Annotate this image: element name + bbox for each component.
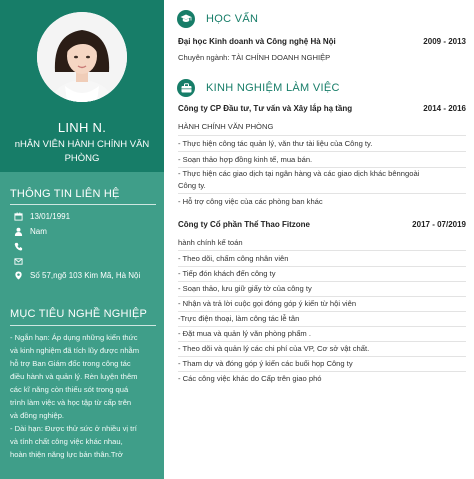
- job-2-period: 2017 - 07/2019: [412, 220, 466, 229]
- calendar-icon: [14, 212, 26, 221]
- phone-icon: [14, 242, 26, 251]
- divider: [178, 311, 466, 312]
- job-2-duty: - Các công việc khác do Cấp trên giao phó: [178, 374, 322, 383]
- divider: [178, 371, 466, 372]
- job-2-duty: - Tham dự và đóng góp ý kiến các buổi họp Công ty: [178, 359, 353, 368]
- divider: [178, 356, 466, 357]
- candidate-title: nHÂN VIÊN HÀNH CHÍNH VĂN PHÒNG: [14, 139, 150, 164]
- divider: [178, 167, 466, 168]
- contact-phone[interactable]: [14, 240, 30, 253]
- job-2-duty: - Tiếp đón khách đến công ty: [178, 269, 276, 278]
- education-major: Chuyên ngành: TÀI CHÍNH DOANH NGHIỆP: [178, 53, 331, 62]
- job-1-duty: - Hỗ trợ công việc của các phòng ban khác: [178, 197, 323, 206]
- avatar: [37, 12, 127, 102]
- goal-line: - Ngắn hạn: Áp dụng những kiến thức: [10, 333, 138, 342]
- education-header: [177, 9, 258, 29]
- divider: [178, 250, 466, 251]
- divider: [178, 193, 466, 194]
- job-2-header: [178, 220, 466, 229]
- education-school-row: [178, 37, 466, 46]
- job-2-duty: - Theo dõi và quản lý các chi phí của VP, Cơ sở vật chất.: [178, 344, 370, 353]
- profile-header: [0, 0, 164, 172]
- job-1-header: [178, 104, 466, 113]
- goal-line: và đồng nghiệp.: [10, 411, 65, 420]
- divider: [178, 135, 466, 136]
- divider: [178, 151, 466, 152]
- career-goal-text: [10, 331, 158, 461]
- job-1-period: 2014 - 2016: [423, 104, 466, 113]
- sidebar: [0, 0, 164, 479]
- experience-header: [177, 78, 340, 98]
- job-2-duty: - Nhận và trả lời cuộc gọi đóng góp ý kiến từ hội viên: [178, 299, 357, 308]
- birthday-value: 13/01/1991: [30, 212, 71, 221]
- job-2-position: hành chính kế toán: [178, 238, 243, 247]
- job-2-duty: - Soạn thảo, lưu giữ giấy tờ của công ty: [178, 284, 312, 293]
- job-2-company: Công ty Cổ phần Thể Thao Fitzone: [178, 220, 310, 229]
- user-icon: [14, 227, 26, 236]
- contact-email[interactable]: [14, 255, 30, 268]
- career-goal-divider: [10, 325, 156, 326]
- job-2-duty: -Trực điện thoại, làm công tác lễ tân: [178, 314, 300, 323]
- experience-title: KINH NGHIỆM LÀM VIỆC: [206, 82, 340, 94]
- goal-line: hoàn thiện năng lực bản thân.Trở: [10, 450, 123, 459]
- gender-value: Nam: [30, 227, 47, 236]
- candidate-name: LINH N.: [57, 120, 107, 135]
- goal-line: và tính chất công việc khác nhau,: [10, 437, 123, 446]
- divider: [178, 341, 466, 342]
- contact-address: [14, 269, 140, 282]
- job-1-position: HÀNH CHÍNH VĂN PHÒNG: [178, 122, 274, 131]
- main-content: [164, 0, 474, 479]
- divider: [178, 281, 466, 282]
- job-2-duty: - Theo dõi, chấm công nhân viên: [178, 254, 289, 263]
- contact-divider: [10, 204, 156, 205]
- graduation-cap-icon: [177, 10, 195, 28]
- goal-line: và kinh nghiệm đã tích lũy được nhằm: [10, 346, 140, 355]
- contact-birthday: [14, 210, 70, 223]
- job-1-duty: - Thực hiện các giao dịch tại ngân hàng và các giao dịch khác bênngoài: [178, 169, 420, 178]
- envelope-icon: [14, 257, 26, 266]
- job-2-duty: - Đặt mua và quản lý văn phòng phẩm .: [178, 329, 311, 338]
- goal-line: trình làm việc và học tập từ cấp trên: [10, 398, 132, 407]
- career-goal-heading: MỤC TIÊU NGHỀ NGHIỆP: [10, 308, 148, 320]
- divider: [178, 326, 466, 327]
- education-period: 2009 - 2013: [423, 37, 466, 46]
- job-1-duty: - Soạn thảo hợp đồng kinh tế, mua bán.: [178, 155, 313, 164]
- job-1-company: Công ty CP Đầu tư, Tư vấn và Xây lắp hạ tầng: [178, 104, 353, 113]
- goal-line: các kĩ năng còn thiếu sót trong quá: [10, 385, 129, 394]
- job-1-duty: Công ty.: [178, 181, 206, 190]
- education-title: HỌC VẤN: [206, 13, 259, 25]
- contact-gender: [14, 225, 47, 238]
- contact-heading: THÔNG TIN LIÊN HỆ: [10, 188, 120, 200]
- education-school: Đại học Kinh doanh và Công nghệ Hà Nội: [178, 37, 336, 46]
- goal-line: - Dài hạn: Được thử sức ở nhiều vị trí: [10, 424, 137, 433]
- divider: [178, 296, 466, 297]
- goal-line: điều hành và quản lý. Rèn luyện thêm: [10, 372, 138, 381]
- goal-line: hỗ trợ Ban Giám đốc trong công tác: [10, 359, 131, 368]
- briefcase-icon: [177, 79, 195, 97]
- map-pin-icon: [14, 271, 26, 280]
- job-1-duty: - Thực hiện công tác quản lý, văn thư tài liệu của Công ty.: [178, 139, 373, 148]
- address-value: Số 57,ngõ 103 Kim Mã, Hà Nội: [30, 271, 141, 280]
- divider: [178, 266, 466, 267]
